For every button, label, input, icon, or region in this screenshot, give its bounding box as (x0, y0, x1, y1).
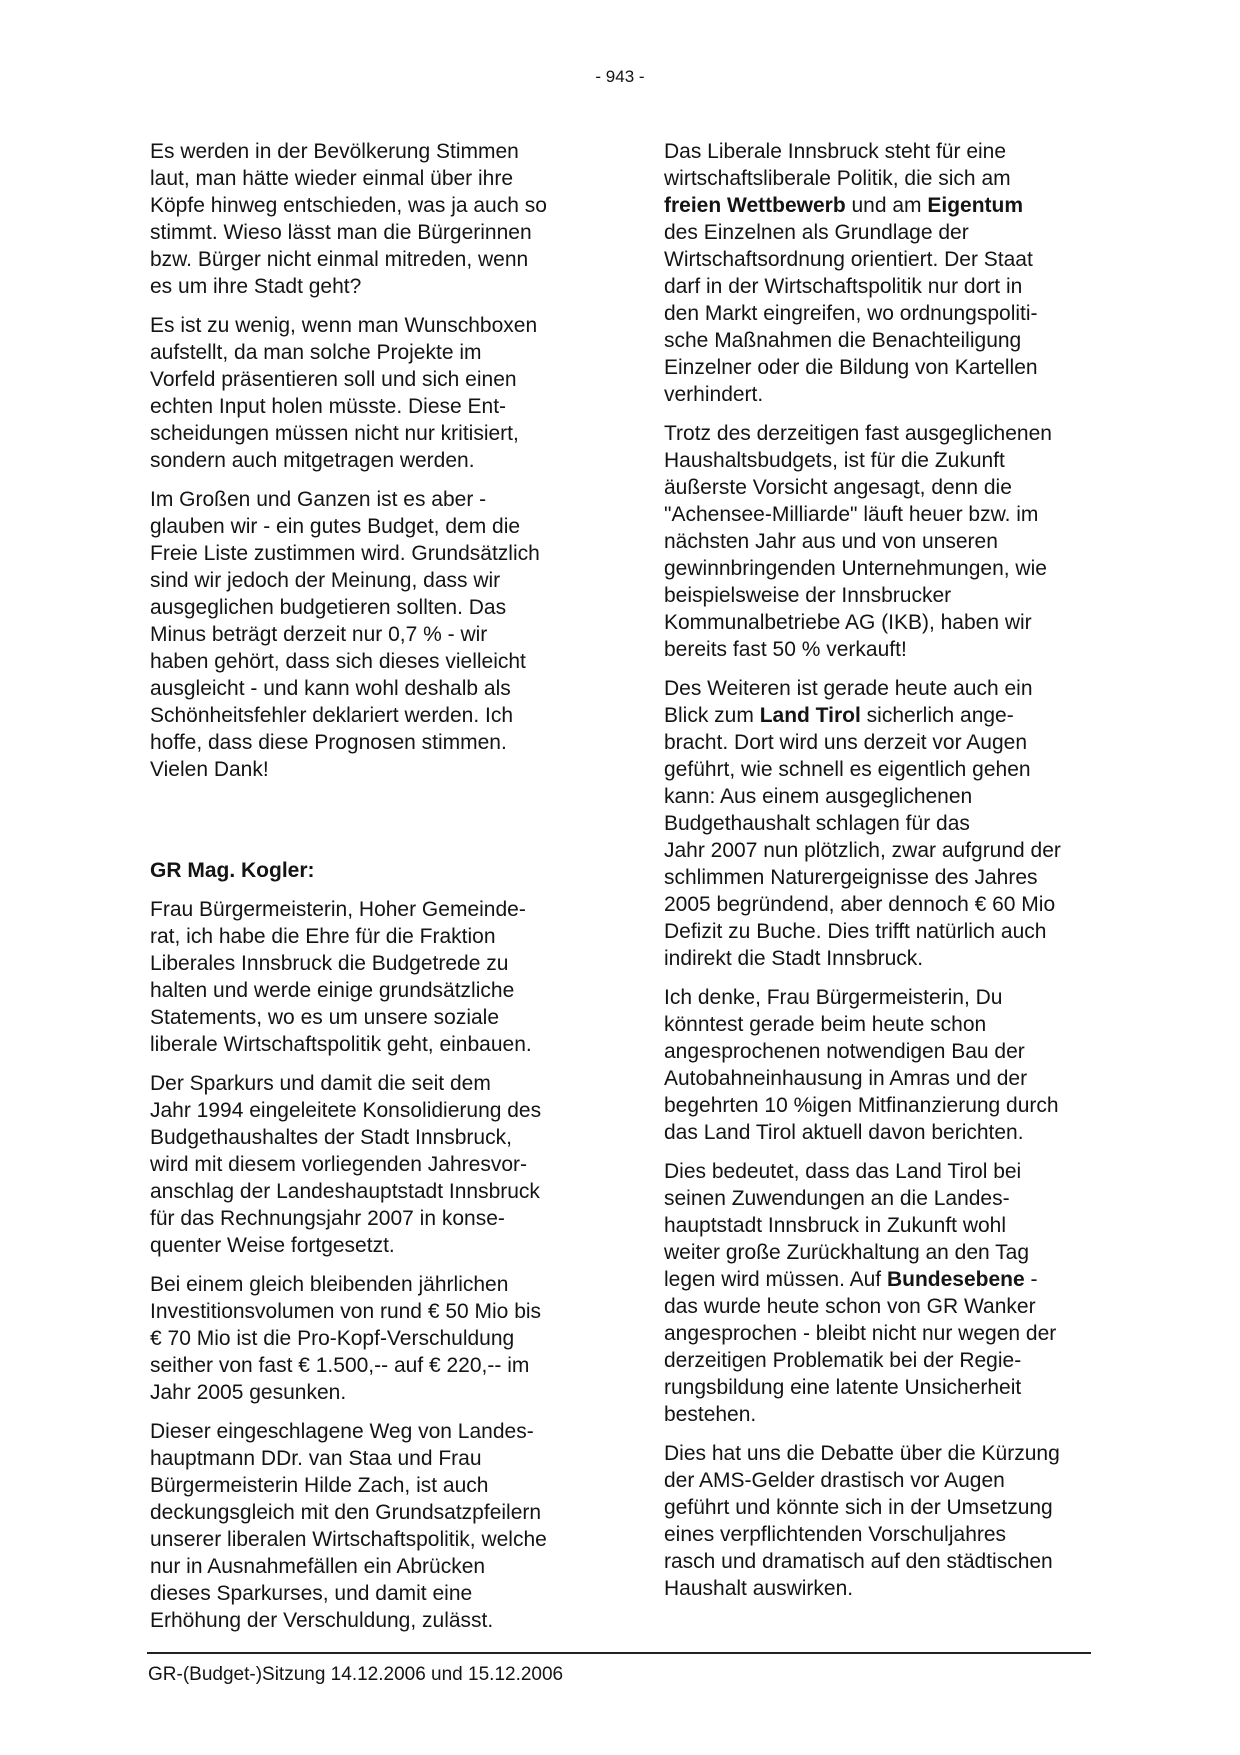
left-column (150, 138, 580, 1646)
paragraph: Der Sparkurs und damit die seit dem Jahr 1994 eingeleitete Konsolidierung des Budgethaushaltes der Stadt Innsbruck, wird mit diesem vorliegenden Jahresvor- anschlag der Landeshauptstadt Innsbruck für das Rechnungsjahr 2007 in konse- quenter Weise fortgesetzt. (150, 1072, 542, 1257)
footer-divider (147, 1652, 1091, 1654)
paragraph: Des Weiteren ist gerade heute auch ein Blick zum Land Tirol sicherlich ange- bracht. Dort wird uns derzeit vor Augen geführt, wie schnell es eigentlich gehen kann: Aus einem ausgeglichenen Budgethaushalt schlagen für das Jahr 2007 nun plötzlich, zwar aufgrund der schlimmen Naturergeignisse des Jahres 2005 begründend, aber dennoch € 60 Mio Defizit zu Buche. Dies trifft natürlich auch indirekt die Stadt Innsbruck. (664, 677, 1061, 970)
text-columns (150, 138, 1094, 1646)
footer-text: GR-(Budget-)Sitzung 14.12.2006 und 15.12.2006 (148, 1664, 564, 1685)
right-column (664, 138, 1094, 1646)
paragraph: Dieser eingeschlagene Weg von Landes- hauptmann DDr. van Staa und Frau Bürgermeisterin Hilde Zach, ist auch deckungsgleich mit den Grundsatzpfeilern unserer liberalen Wirtschaftspolitik, welche nur in Ausnahmefällen ein Abrücken dieses Sparkurses, und damit eine Erhöhung der Verschuldung, zulässt. (150, 1420, 547, 1632)
paragraph: Trotz des derzeitigen fast ausgeglichenen Haushaltsbudgets, ist für die Zukunft äußerste Vorsicht angesagt, denn die "Achensee-Milliarde" läuft heuer bzw. im nächsten Jahr aus und von unseren gewinnbringenden Unternehmungen, wie beispielsweise der Innsbrucker Kommunalbetriebe AG (IKB), haben wir bereits fast 50 % verkauft! (664, 422, 1052, 661)
paragraph: Es ist zu wenig, wenn man Wunschboxen aufstellt, da man solche Projekte im Vorfeld präsentieren soll und sich einen echten Input holen müsste. Diese Ent- scheidungen müssen nicht nur kritisiert, sondern auch mitgetragen werden. (150, 314, 538, 472)
paragraph: Dies bedeutet, dass das Land Tirol bei seinen Zuwendungen an die Landes- hauptstadt Innsbruck in Zukunft wohl weiter große Zurückhaltung an den Tag legen wird müssen. Auf Bundesebene - das wurde heute schon von GR Wanker angesprochen - bleibt nicht nur wegen der derzeitigen Problematik bei der Regie- rungsbildung eine latente Unsicherheit bestehen. (664, 1160, 1057, 1426)
paragraph: Ich denke, Frau Bürgermeisterin, Du könntest gerade beim heute schon angesprochenen notwendigen Bau der Autobahneinhausung in Amras und der begehrten 10 %igen Mitfinanzierung durch das Land Tirol aktuell davon berichten. (664, 986, 1059, 1144)
speaker-heading: GR Mag. Kogler: (150, 859, 315, 882)
paragraph: Das Liberale Innsbruck steht für eine wirtschaftsliberale Politik, die sich am freien Wettbewerb und am Eigentum des Einzelnen als Grundlage der Wirtschaftsordnung orientiert. Der Staat darf in der Wirtschaftspolitik nur dort in den Markt eingreifen, wo ordnungspoliti- sche Maßnahmen die Benachteiligung Einzelner oder die Bildung von Kartellen verhindert. (664, 140, 1038, 406)
paragraph: Dies hat uns die Debatte über die Kürzung der AMS-Gelder drastisch vor Augen geführt und könnte sich in der Umsetzung eines verpflichtenden Vorschuljahres rasch und dramatisch auf den städtischen Haushalt auswirken. (664, 1442, 1060, 1600)
paragraph: Es werden in der Bevölkerung Stimmen laut, man hätte wieder einmal über ihre Köpfe hinweg entschieden, was ja auch so stimmt. Wieso lässt man die Bürgerinnen bzw. Bürger nicht einmal mitreden, wenn es um ihre Stadt geht? (150, 140, 547, 298)
paragraph: Frau Bürgermeisterin, Hoher Gemeinde- rat, ich habe die Ehre für die Fraktion Liberales Innsbruck die Budgetrede zu halten und werde einige grundsätzliche Statements, wo es um unsere soziale liberale Wirtschaftspolitik geht, einbauen. (150, 898, 532, 1056)
paragraph: Im Großen und Ganzen ist es aber - glauben wir - ein gutes Budget, dem die Freie Liste zustimmen wird. Grundsätzlich sind wir jedoch der Meinung, dass wir ausgeglichen budgetieren sollten. Das Minus beträgt derzeit nur 0,7 % - wir haben gehört, dass sich dieses vielleicht ausgleicht - und kann wohl deshalb als Schönheitsfehler deklariert werden. Ich hoffe, dass diese Prognosen stimmen. Vielen Dank! (150, 488, 540, 781)
paragraph: Bei einem gleich bleibenden jährlichen Investitionsvolumen von rund € 50 Mio bis € 70 Mio ist die Pro-Kopf-Verschuldung seither von fast € 1.500,-- auf € 220,-- im Jahr 2005 gesunken. (150, 1273, 542, 1404)
page-number: - 943 - (595, 67, 645, 86)
